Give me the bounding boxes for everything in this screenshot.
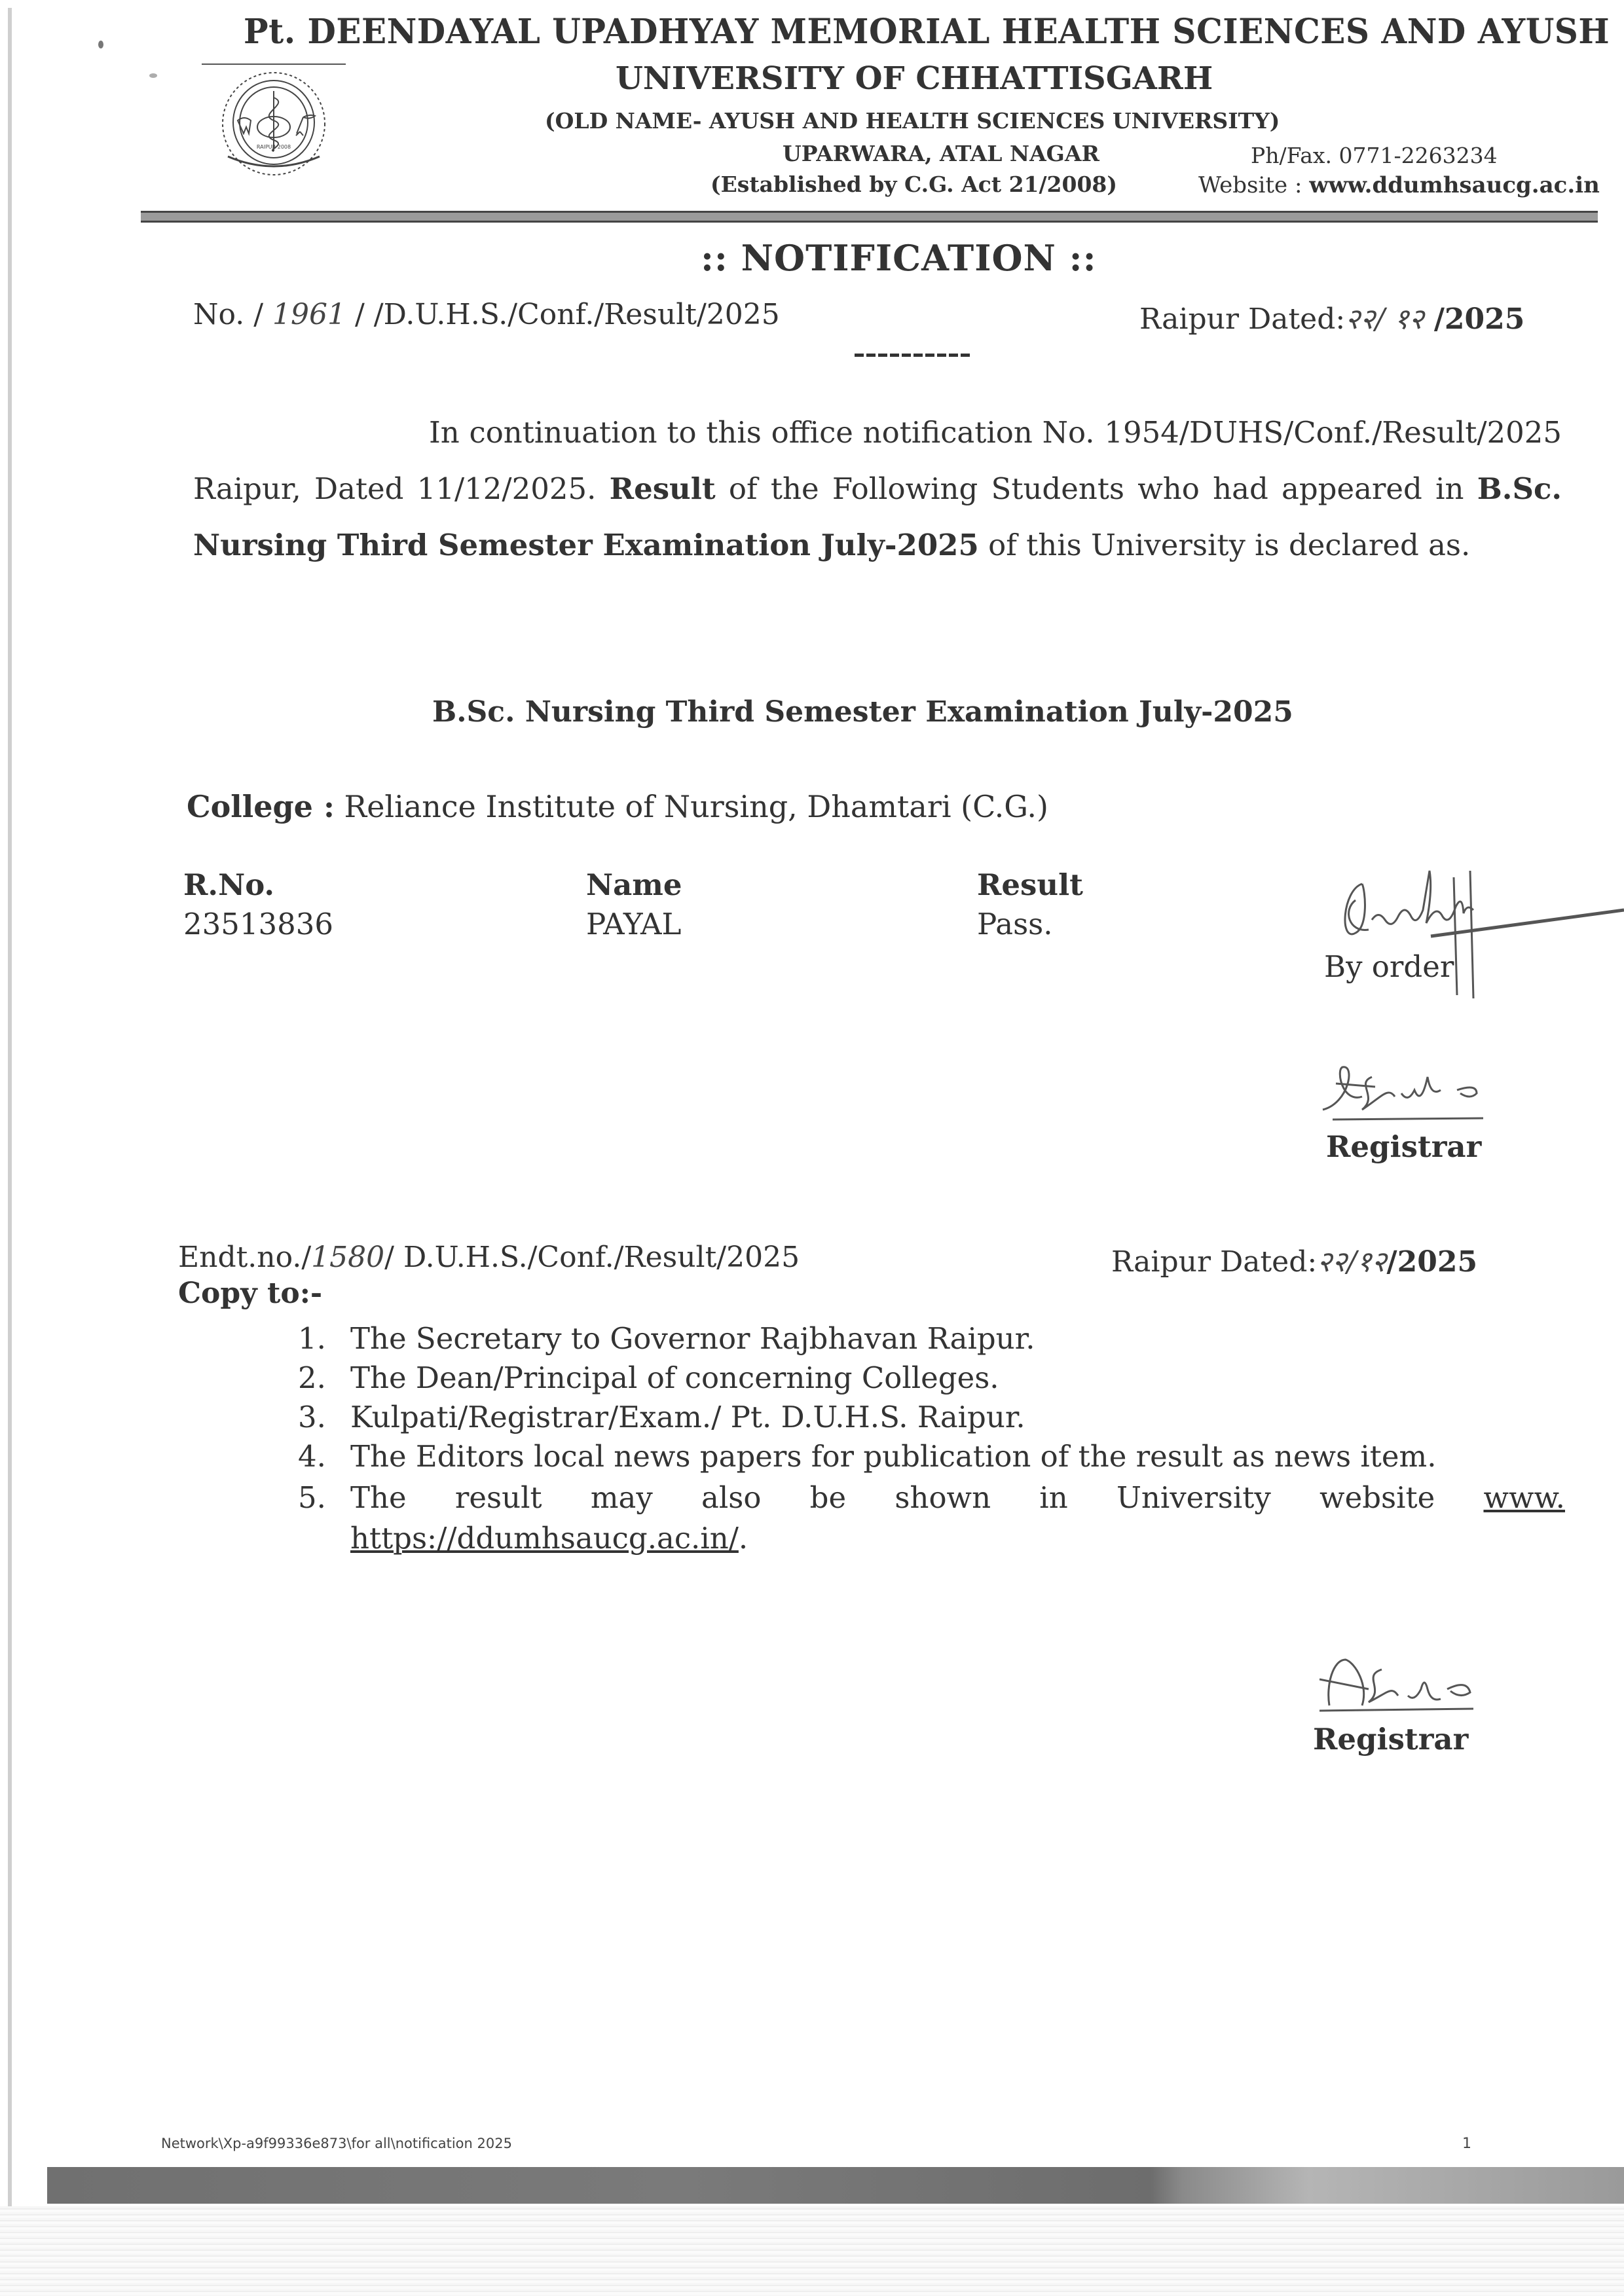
endt-date-prefix: Raipur Dated: xyxy=(1111,1245,1318,1279)
signature-icon xyxy=(1316,1653,1486,1715)
date-handwritten: २२/ १२ xyxy=(1345,302,1424,336)
endt-suffix: / D.U.H.S./Conf./Result/2025 xyxy=(384,1241,800,1274)
header-roll-number: R.No. xyxy=(183,867,275,902)
endt-number-handwritten: 1580 xyxy=(311,1241,385,1274)
date-prefix: Raipur Dated: xyxy=(1139,302,1346,336)
website-link-url[interactable]: https://ddumhsaucg.ac.in/ xyxy=(350,1521,739,1556)
university-phone: Ph/Fax. 0771-2263234 xyxy=(1251,143,1498,168)
website-link[interactable]: www.ddumhsaucg.ac.in xyxy=(1309,172,1600,198)
header-result: Result xyxy=(977,867,1083,902)
body-text-5: of this University is declared as. xyxy=(978,528,1471,562)
college-line xyxy=(187,789,1048,824)
cell-name: PAYAL xyxy=(586,907,682,941)
website-label: Website : xyxy=(1198,172,1310,198)
scan-speck xyxy=(149,73,157,78)
date-year: /2025 xyxy=(1424,302,1525,336)
notification-date xyxy=(1139,298,1524,337)
separator-dashes xyxy=(855,354,971,357)
university-old-name: (OLD NAME- AYUSH AND HEALTH SCIENCES UNIVERSITY) xyxy=(545,108,1280,134)
notification-title: :: NOTIFICATION :: xyxy=(701,237,1097,279)
page-number: 1 xyxy=(1462,2136,1471,2152)
college-name: Reliance Institute of Nursing, Dhamtari (C.G.) xyxy=(334,789,1048,824)
letterhead-divider xyxy=(141,211,1598,223)
copy-list-item: 1. The Secretary to Governor Rajbhavan Raipur. xyxy=(298,1321,1035,1356)
endorsement-date xyxy=(1111,1241,1477,1280)
ref-suffix: / /D.U.H.S./Conf./Result/2025 xyxy=(355,298,780,331)
university-logo xyxy=(202,64,346,177)
scan-bottom-bar xyxy=(47,2167,1624,2204)
body-text-3: of the Following Students who had appeared in xyxy=(715,471,1477,506)
body-text-result: Result xyxy=(609,471,716,506)
body-text-1: In continuation to this office notification No. 1954/DUHS/Conf./Result/2025 Raipur, Dated 11/12/2025. xyxy=(193,415,1562,506)
signature-icon xyxy=(1316,1057,1500,1123)
body-text-exam: B.Sc. Nursing Third Semester Examination July-2025 xyxy=(193,471,1562,562)
registrar-label: Registrar xyxy=(1313,1722,1469,1757)
exam-title: B.Sc. Nursing Third Semester Examination July-2025 xyxy=(432,695,1293,729)
university-name-line-1: Pt. DEENDAYAL UPADHYAY MEMORIAL HEALTH SCIENCES AND AYUSH xyxy=(244,10,1610,52)
endt-date-year: /2025 xyxy=(1386,1245,1478,1279)
notification-reference xyxy=(193,298,780,331)
copy-list-item: 4. The Editors local news papers for publication of the result as news item. xyxy=(298,1439,1437,1474)
header-name: Name xyxy=(586,867,682,902)
university-emblem-icon xyxy=(202,65,346,177)
registrar-signature xyxy=(1316,1653,1486,1715)
scan-noise-strip xyxy=(0,2206,1624,2296)
scan-page-edge xyxy=(8,8,12,2234)
copy-list-item: 2. The Dean/Principal of concerning Colleges. xyxy=(298,1360,999,1395)
notification-body xyxy=(193,405,1562,574)
endt-prefix: Endt.no./ xyxy=(178,1241,312,1274)
ref-prefix: No. / xyxy=(193,298,264,331)
university-established: (Established by C.G. Act 21/2008) xyxy=(710,172,1118,197)
copy-to-label: Copy to:- xyxy=(178,1277,323,1310)
copy-to-list xyxy=(298,1319,1565,1559)
college-label: College : xyxy=(187,789,335,824)
scan-speck xyxy=(98,41,103,48)
svg-text:RAIPUR 2008: RAIPUR 2008 xyxy=(256,144,291,150)
cell-result: Pass. xyxy=(977,907,1053,941)
university-address: UPARWARA, ATAL NAGAR xyxy=(783,141,1099,166)
website-link-www[interactable]: www. xyxy=(1483,1480,1565,1515)
registrar-signature xyxy=(1316,1057,1500,1123)
university-website-line xyxy=(1198,172,1600,198)
ref-number-handwritten: 1961 xyxy=(272,298,346,331)
copy-list-item: 3. Kulpati/Registrar/Exam./ Pt. D.U.H.S. Raipur. xyxy=(298,1400,1025,1434)
copy-list-item: 5. The result may also be shown in University website www. https://ddumhsaucg.ac.in/. xyxy=(298,1480,1565,1556)
registrar-label: Registrar xyxy=(1326,1129,1482,1164)
endt-date-handwritten: २२/१२ xyxy=(1317,1245,1387,1279)
university-name-line-2: UNIVERSITY OF CHHATTISGARH xyxy=(616,60,1213,97)
footer-file-path: Network\Xp-a9f99336e873\for all\notification 2025 xyxy=(161,2136,512,2151)
endorsement-reference xyxy=(178,1241,800,1274)
cell-roll-number: 23513836 xyxy=(183,907,334,941)
by-order-label: By order xyxy=(1324,949,1454,984)
